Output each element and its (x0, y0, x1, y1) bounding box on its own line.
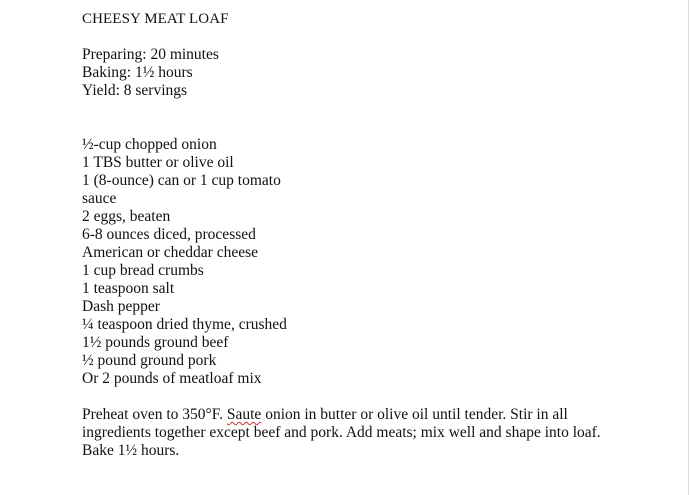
ingredient-line: American or cheddar cheese (82, 244, 258, 261)
ingredient-list (82, 136, 672, 388)
ingredient-line: 1 TBS butter or olive oil (82, 154, 234, 171)
baking-time: Baking: 1½ hours (82, 64, 193, 81)
ingredient-line: ¼ teaspoon dried thyme, crushed (82, 316, 287, 333)
ingredient-line: 1 cup bread crumbs (82, 262, 204, 279)
page-edge (688, 0, 689, 495)
ingredient-line: 1 teaspoon salt (82, 280, 175, 297)
blank-lines (82, 100, 672, 136)
blank-line (82, 388, 672, 406)
ingredient-line: Dash pepper (82, 298, 160, 315)
ingredient-line: 6-8 ounces diced, processed (82, 226, 256, 243)
yield: Yield: 8 servings (82, 82, 188, 99)
recipe-title: CHEESY MEAT LOAF (82, 11, 229, 27)
blank-line (82, 28, 672, 46)
ingredient-line: 2 eggs, beaten (82, 208, 171, 225)
directions-paragraph (82, 406, 612, 460)
ingredient-line: ½-cup chopped onion (82, 136, 217, 153)
directions-text-1: Preheat oven to 350°F. (82, 406, 227, 423)
ingredient-line: sauce (82, 190, 117, 207)
directions-text-2: onion in butter or olive oil until tender. Stir in all ingredients together except beef and pork. Add meats; mix well and shape into loaf. Bake 1½ hours. (82, 406, 601, 459)
preparing-time: Preparing: 20 minutes (82, 46, 219, 63)
recipe-meta (82, 46, 672, 100)
recipe-document[interactable] (82, 10, 672, 460)
ingredient-line: 1½ pounds ground beef (82, 334, 229, 351)
ingredient-line: ½ pound ground pork (82, 352, 217, 369)
spelling-flagged-word[interactable]: Saute (226, 406, 262, 423)
ingredient-line: Or 2 pounds of meatloaf mix (82, 370, 262, 387)
ingredient-line: 1 (8-ounce) can or 1 cup tomato (82, 172, 281, 189)
